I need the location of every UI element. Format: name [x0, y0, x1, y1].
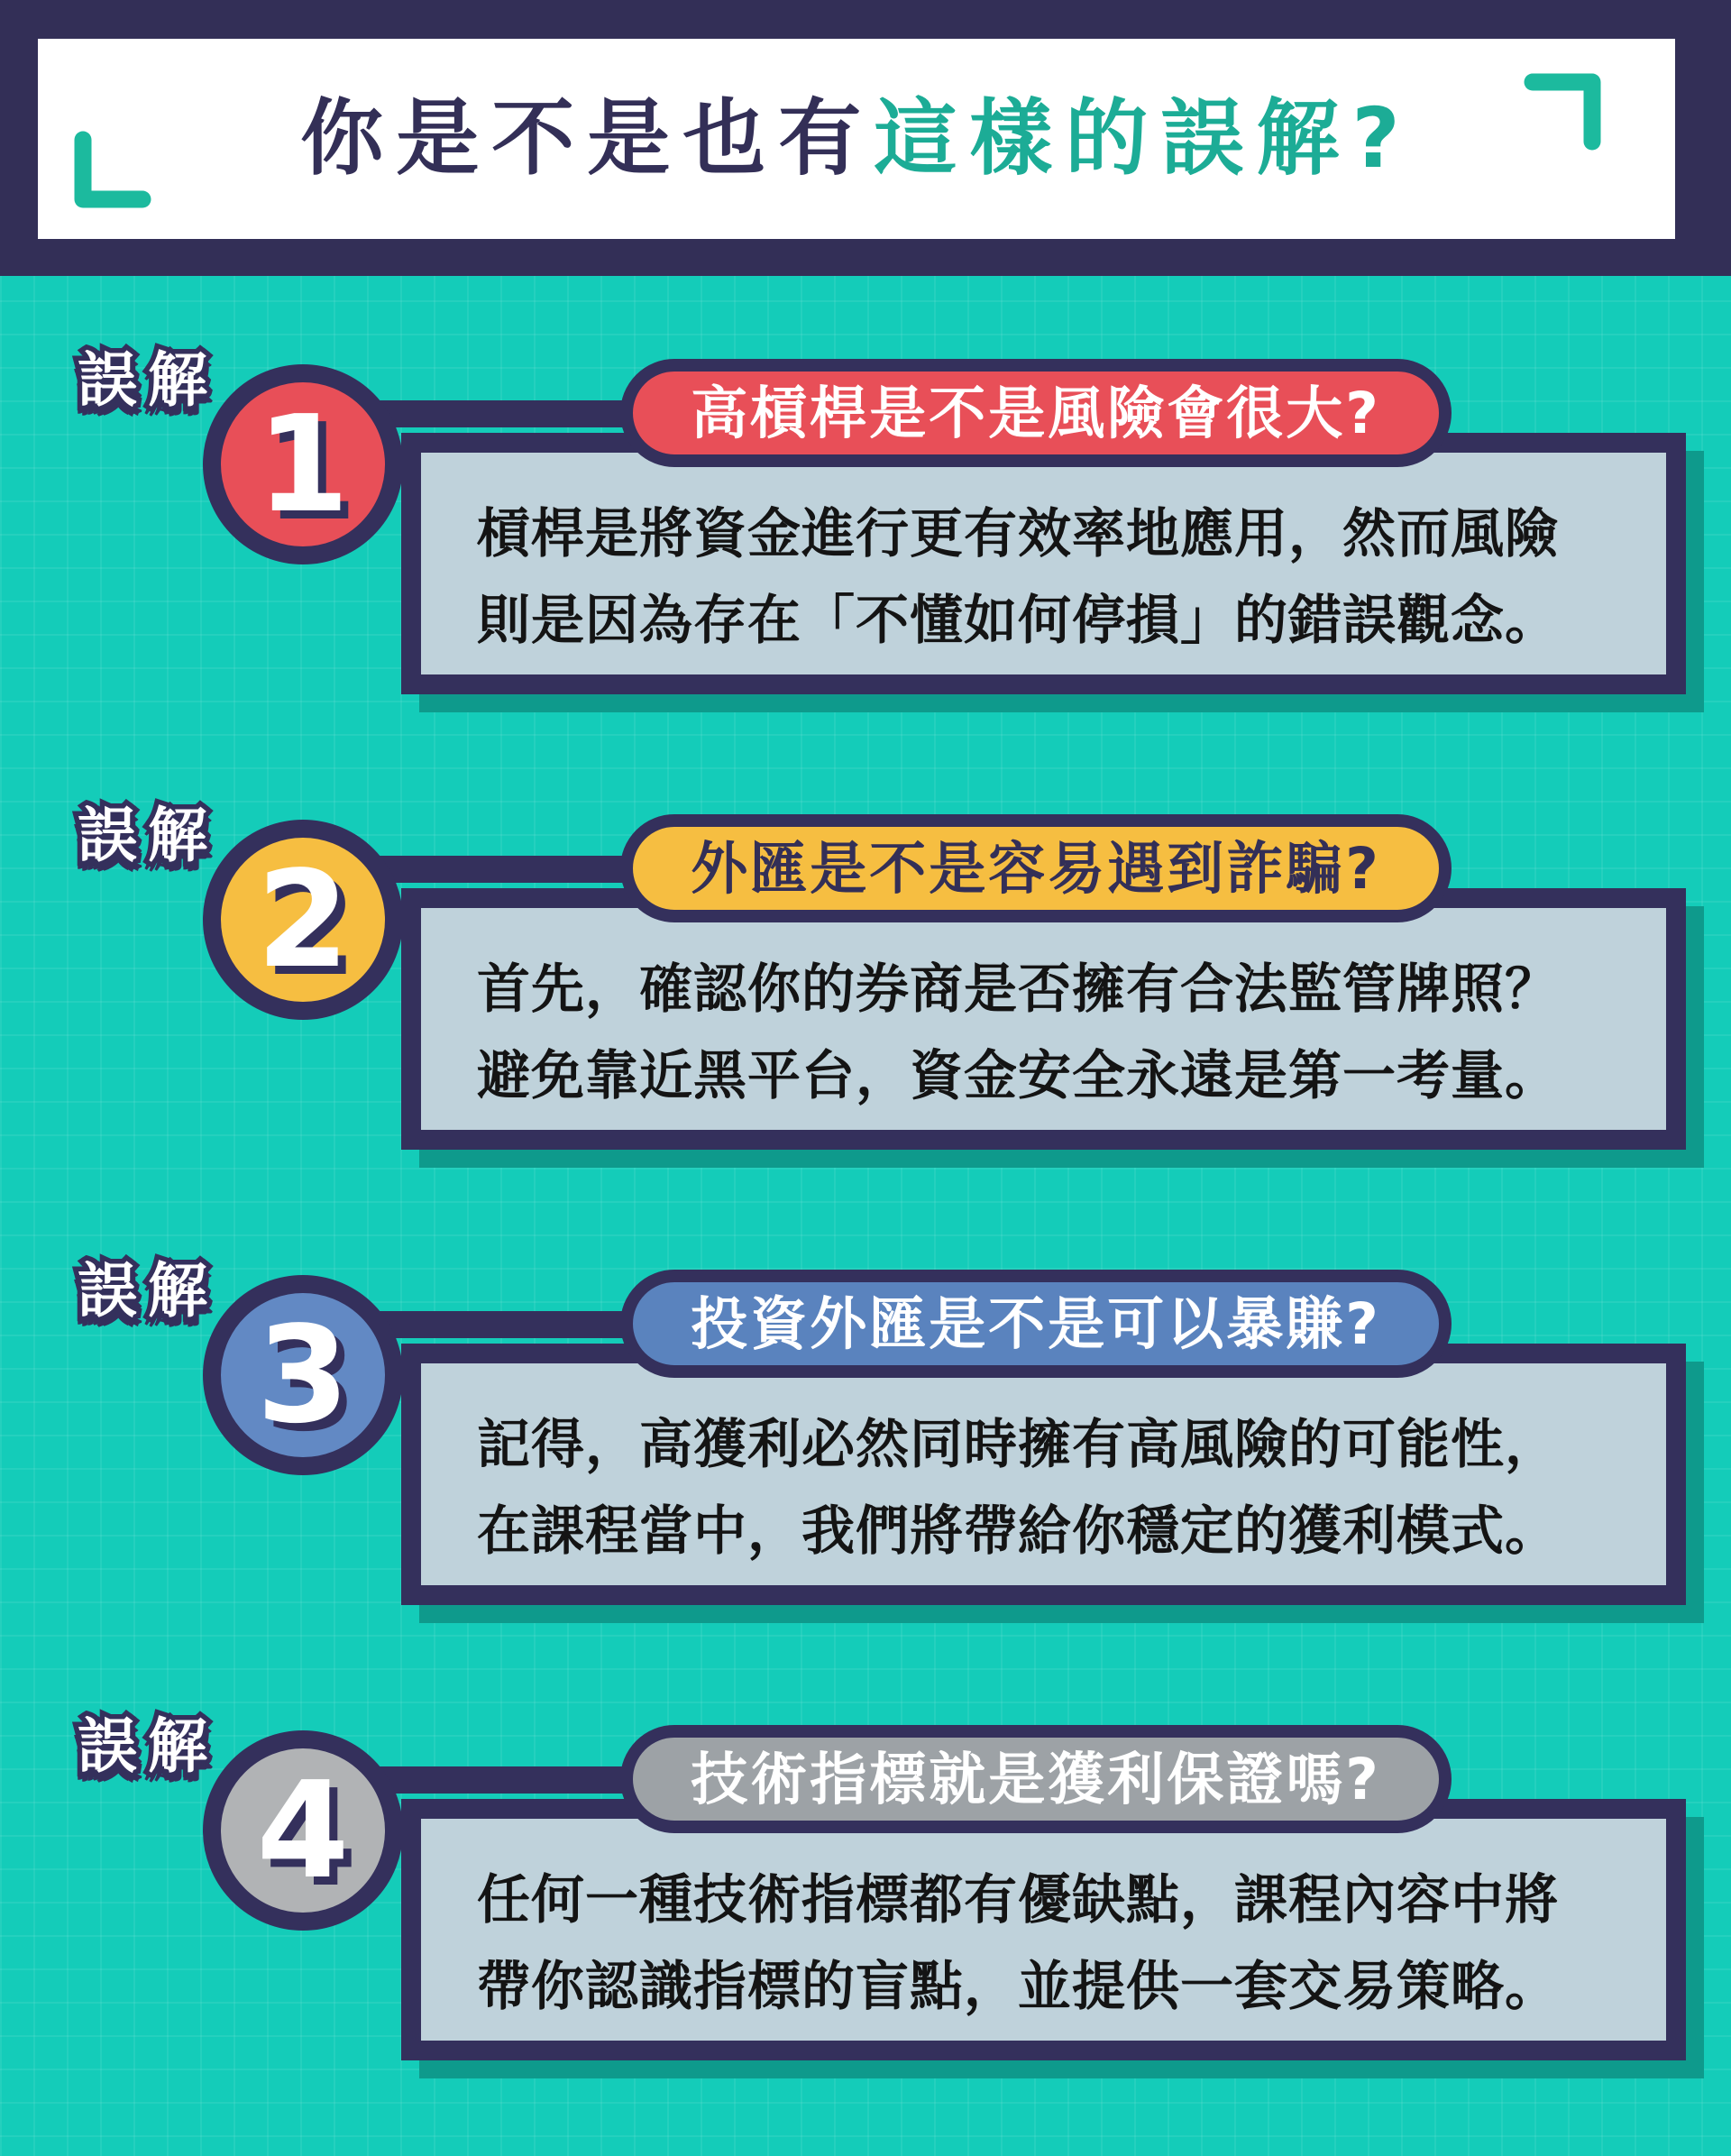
question-text: 外匯是不是容易遇到詐騙? — [691, 835, 1381, 902]
misconception-label: 誤解 — [78, 1256, 218, 1326]
answer-box — [401, 433, 1686, 694]
answer-line: 首先，確認你的券商是否擁有合法監管牌照？ — [477, 958, 1560, 1020]
number-text: 1 — [256, 387, 350, 542]
page-title-navy-part: 你是不是也有 — [300, 90, 875, 187]
answer-line: 槓桿是將資金進行更有效率地應用，然而風險 — [477, 502, 1560, 564]
number-text: 2 — [256, 842, 350, 997]
question-pill — [620, 814, 1452, 922]
answer-line: 任何一種技術指標都有優缺點，課程內容中將 — [477, 1868, 1560, 1931]
number-badge — [203, 364, 403, 564]
number-badge — [203, 1730, 403, 1931]
answer-line: 在課程當中，我們將帶給你穩定的獲利模式。 — [477, 1500, 1560, 1562]
question-text: 技術指標就是獲利保證嗎? — [691, 1746, 1381, 1812]
answer-box — [401, 888, 1686, 1150]
question-text: 投資外匯是不是可以暴賺? — [691, 1290, 1381, 1357]
answer-line: 記得，高獲利必然同時擁有高風險的可能性， — [477, 1413, 1560, 1475]
question-pill — [620, 1270, 1452, 1378]
answer-box — [401, 1344, 1686, 1605]
misconception-section-3 — [0, 1256, 1731, 1725]
number-badge — [203, 1275, 403, 1475]
answer-line: 帶你認識指標的盲點，並提供一套交易策略。 — [477, 1955, 1560, 2017]
question-pill — [620, 1725, 1452, 1833]
title-card — [38, 39, 1675, 239]
answer-line: 避免靠近黑平台，資金安全永遠是第一考量。 — [477, 1044, 1560, 1106]
misconception-label: 誤解 — [78, 345, 218, 415]
misconception-label: 誤解 — [78, 1711, 218, 1781]
question-pill — [620, 359, 1452, 467]
question-text: 高槓桿是不是風險會很大? — [691, 380, 1381, 446]
misconception-section-4 — [0, 1711, 1731, 2156]
misconception-section-2 — [0, 801, 1731, 1270]
number-badge — [203, 820, 403, 1020]
corner-bracket-top-right — [1522, 66, 1612, 156]
misconception-label: 誤解 — [78, 801, 218, 870]
corner-bracket-bottom-left — [63, 125, 153, 216]
misconception-section-1 — [0, 345, 1731, 814]
answer-box — [401, 1799, 1686, 2060]
page-title — [300, 90, 1413, 187]
number-text: 4 — [256, 1753, 350, 1908]
header-band — [0, 0, 1731, 276]
page-title-teal-part: 這樣的誤解? — [874, 90, 1413, 187]
answer-line: 則是因為存在「不懂如何停損」的錯誤觀念。 — [477, 589, 1560, 651]
number-text: 3 — [256, 1298, 350, 1453]
